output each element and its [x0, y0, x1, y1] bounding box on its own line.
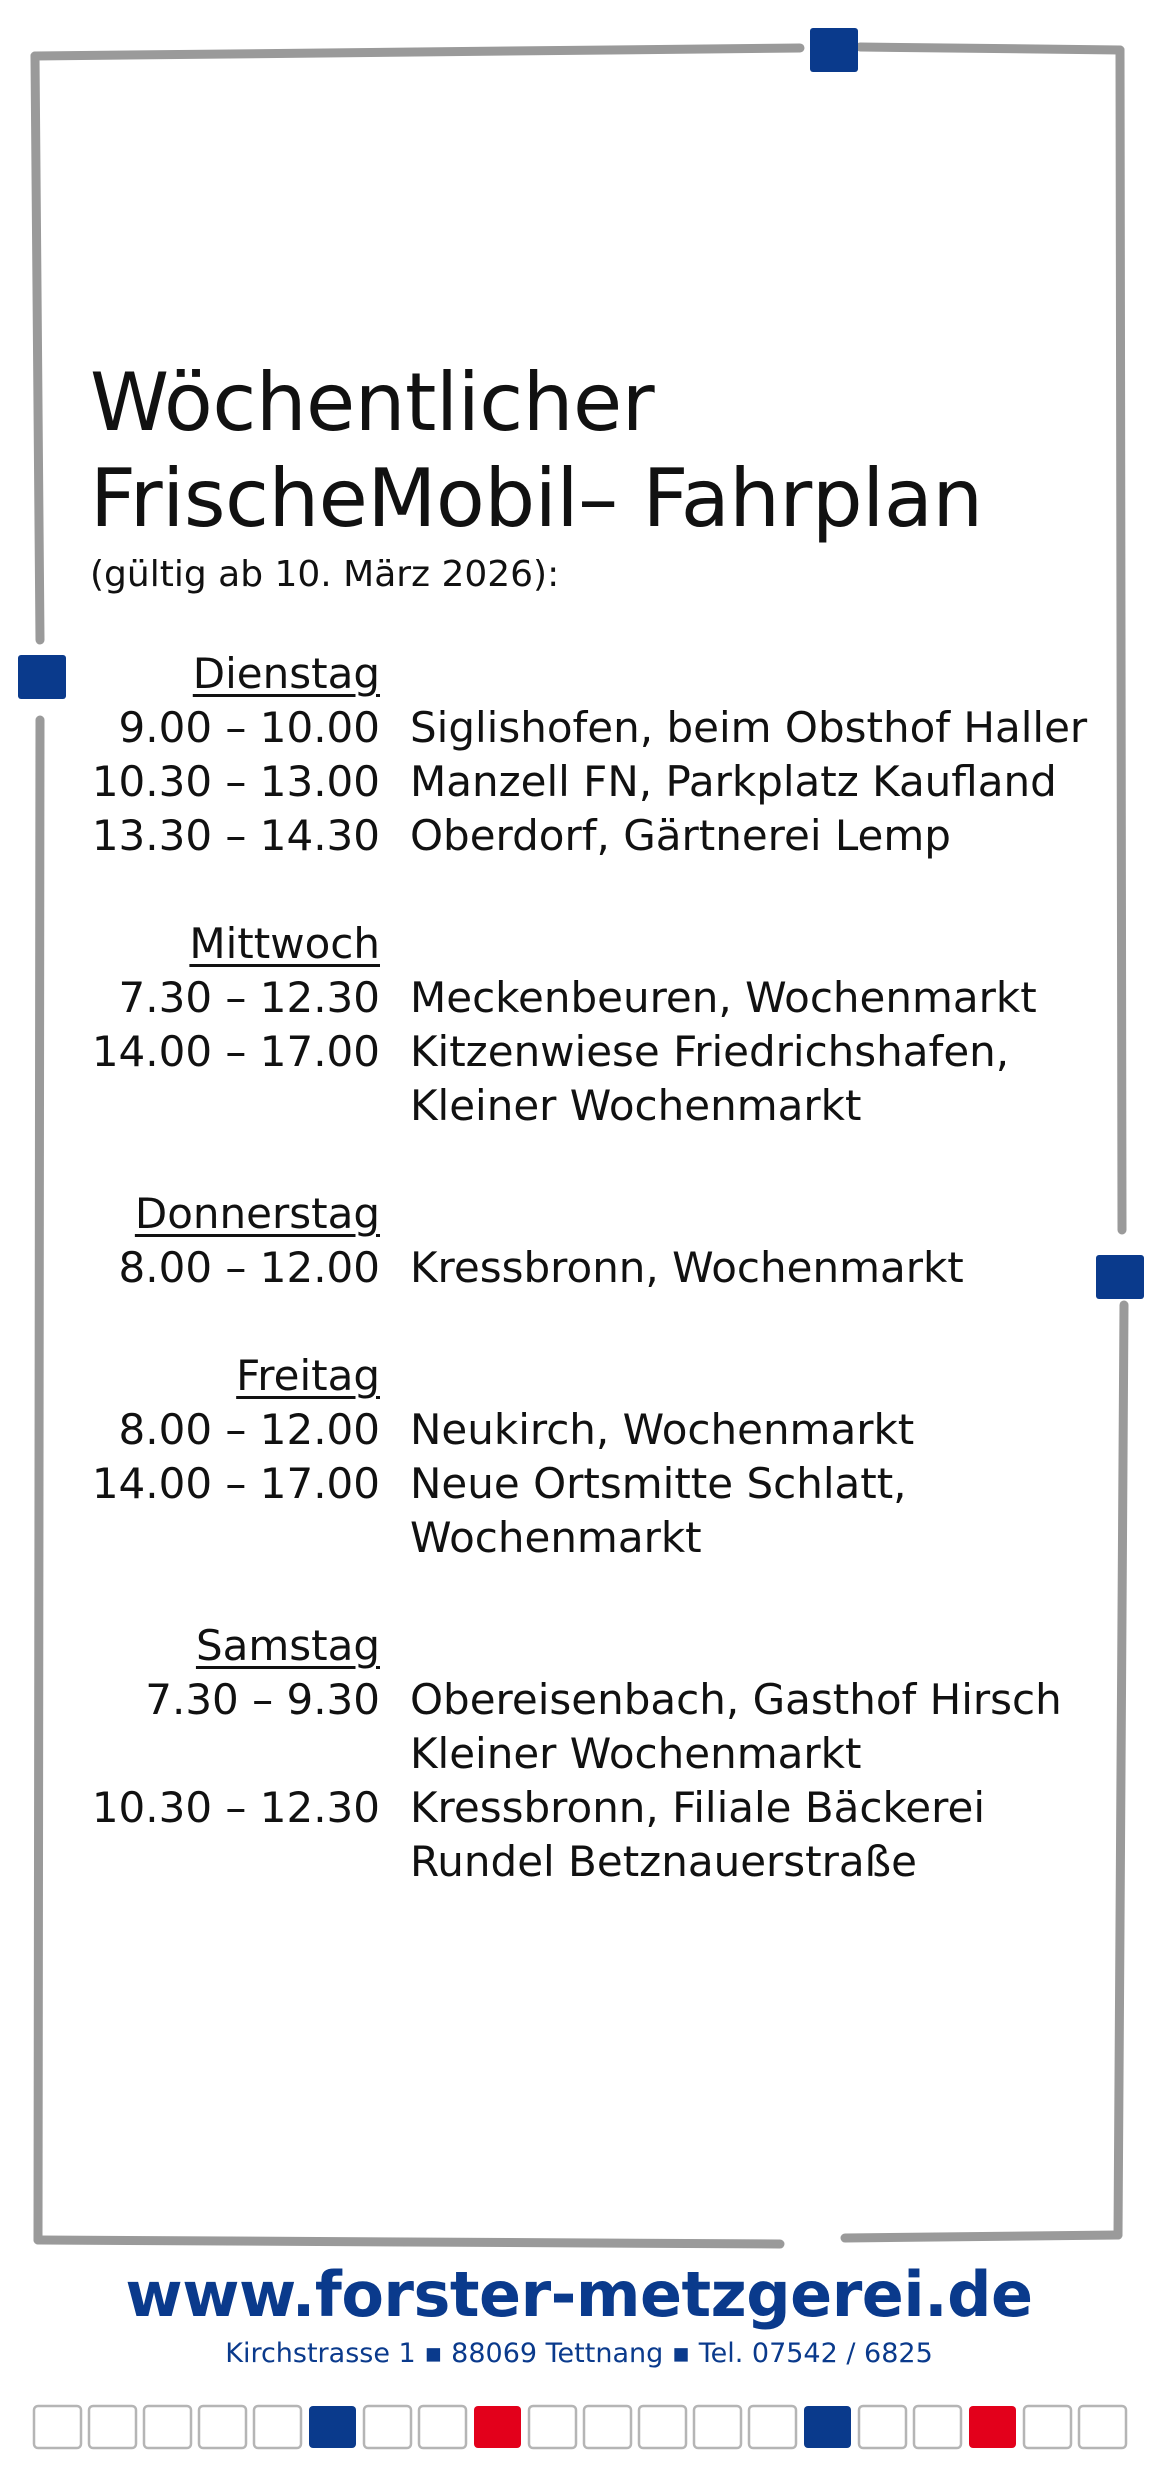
location: Kressbronn, Filiale Bäckerei Rundel Betznauerstraße: [410, 1783, 985, 1886]
time-range: 13.30 – 14.30: [91, 811, 380, 860]
time-range: 14.00 – 17.00: [91, 1459, 380, 1508]
day-heading: Donnerstag: [134, 1189, 380, 1238]
schedule-row: [90, 1457, 1090, 1565]
schedule-row: [90, 755, 1090, 809]
strip-square-empty: [1024, 2406, 1071, 2448]
time-range: 14.00 – 17.00: [91, 1027, 380, 1076]
schedule-row: [90, 971, 1090, 1025]
day-heading: Freitag: [236, 1351, 380, 1400]
frame-square-left: [18, 655, 66, 699]
page-title: [90, 355, 1090, 547]
day-saturday: [90, 1619, 1090, 1889]
schedule-row: [90, 701, 1090, 755]
strip-square-red: [969, 2406, 1016, 2448]
schedule-row: [90, 1025, 1090, 1133]
strip-square-empty: [1079, 2406, 1126, 2448]
time-range: 10.30 – 12.30: [91, 1783, 380, 1832]
title-line-2: FrischeMobil– Fahrplan: [90, 452, 983, 545]
location: Neukirch, Wochenmarkt: [410, 1405, 915, 1454]
location: Oberdorf, Gärtnerei Lemp: [410, 811, 951, 860]
time-range: 8.00 – 12.00: [118, 1243, 380, 1292]
day-friday: [90, 1349, 1090, 1565]
location: Meckenbeuren, Wochenmarkt: [410, 973, 1037, 1022]
schedule-row: [90, 1403, 1090, 1457]
schedule-content: [90, 355, 1090, 1943]
time-range: 8.00 – 12.00: [118, 1405, 380, 1454]
validity-note: (gültig ab 10. März 2026):: [90, 554, 560, 595]
strip-square-empty: [144, 2406, 191, 2448]
day-tuesday: [90, 647, 1090, 863]
website-link[interactable]: www.forster-metzgerei.de: [125, 2258, 1033, 2331]
frame-square-right: [1096, 1255, 1144, 1299]
day-heading: Samstag: [195, 1621, 380, 1670]
location: Obereisenbach, Gasthof Hirsch Kleiner Wochenmarkt: [410, 1675, 1062, 1778]
location: Kitzenwiese Friedrichshafen, Kleiner Wochenmarkt: [410, 1027, 1010, 1130]
day-heading: Mittwoch: [189, 919, 380, 968]
time-range: 7.30 – 9.30: [145, 1675, 380, 1724]
strip-square-empty: [89, 2406, 136, 2448]
schedule-row: [90, 809, 1090, 863]
strip-square-empty: [199, 2406, 246, 2448]
schedule-row: [90, 1673, 1090, 1781]
strip-square-empty: [584, 2406, 631, 2448]
strip-square-empty: [749, 2406, 796, 2448]
location: Manzell FN, Parkplatz Kaufland: [410, 757, 1057, 806]
strip-square-blue: [309, 2406, 356, 2448]
strip-square-empty: [254, 2406, 301, 2448]
day-heading: Dienstag: [192, 649, 380, 698]
strip-square-red: [474, 2406, 521, 2448]
decorative-square-strip: [30, 2402, 1130, 2452]
schedule-row: [90, 1781, 1090, 1889]
day-wednesday: [90, 917, 1090, 1133]
strip-square-empty: [639, 2406, 686, 2448]
day-thursday: [90, 1187, 1090, 1295]
schedule-row: [90, 1241, 1090, 1295]
time-range: 10.30 – 13.00: [91, 757, 380, 806]
title-line-1: Wöchentlicher: [90, 356, 655, 449]
location: Siglishofen, beim Obsthof Haller: [410, 703, 1088, 752]
strip-square-empty: [859, 2406, 906, 2448]
strip-square-empty: [694, 2406, 741, 2448]
frame-square-top: [810, 28, 858, 72]
strip-square-empty: [34, 2406, 81, 2448]
location: Kressbronn, Wochenmarkt: [410, 1243, 964, 1292]
strip-square-empty: [914, 2406, 961, 2448]
schedule: [90, 647, 1090, 1889]
contact-address: Kirchstrasse 1 ▪ 88069 Tettnang ▪ Tel. 07542 / 6825: [225, 2338, 933, 2369]
strip-square-blue: [804, 2406, 851, 2448]
time-range: 9.00 – 10.00: [118, 703, 380, 752]
strip-square-empty: [529, 2406, 576, 2448]
strip-square-empty: [419, 2406, 466, 2448]
strip-square-empty: [364, 2406, 411, 2448]
location: Neue Ortsmitte Schlatt, Wochenmarkt: [410, 1459, 907, 1562]
time-range: 7.30 – 12.30: [118, 973, 380, 1022]
